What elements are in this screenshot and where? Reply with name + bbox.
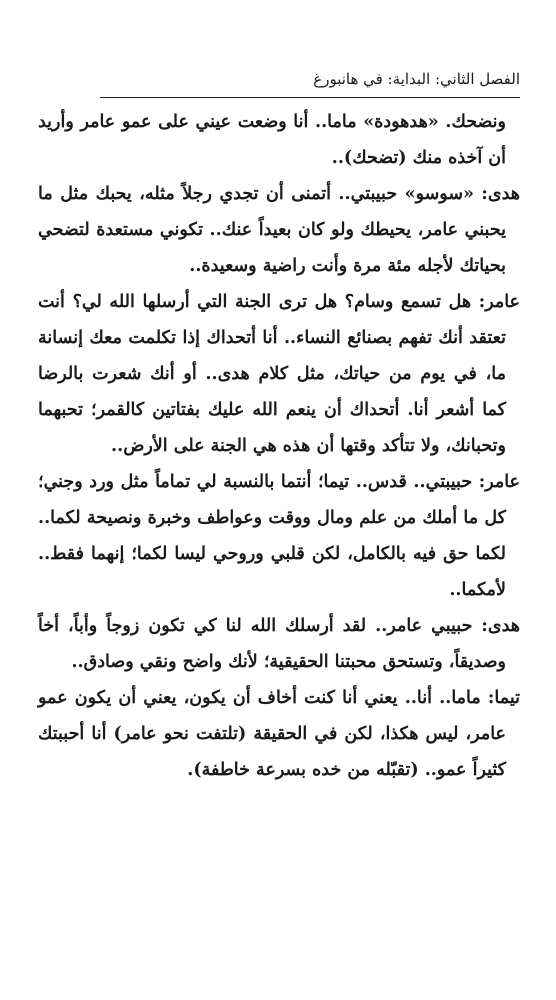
paragraph-dialogue-tima: تيما: ماما.. أنا.. يعني أنا كنت أخاف أن يكون، يعني أن يكون عمو عامر، ليس هكذا، لكن في الحقيقة (تلتفت نحو عامر) أنا أحببتك كثيراً عمو.. (تقبّله من خده بسرعة خاطفة). — [38, 688, 520, 780]
paragraph-dialogue-amer-1: عامر: هل تسمع وسام؟ هل ترى الجنة التي أرسلها الله لي؟ أنت تعتقد أنك تفهم بصنائع النساء.. أنا أتحداك إذا تكلمت معك إنسانة ما، في يوم من حياتك، مثل كلام هدى.. أو أنك شعرت بالرضا كما أشعر أنا. أتحداك أن ينعم الله عليك بفتاتين كالقمر؛ تحبهما وتحبانك، ولا تتأكد وقتها أن هذه هي الجنة على الأرض.. — [38, 292, 520, 456]
paragraph-dialogue-huda-1: هدى: «سوسو» حبيبتي.. أتمنى أن تجدي رجلاً مثله، يحبك مثل ما يحبني عامر، يحيطك ولو كان بعيداً عنك.. تكوني مستعدة لتضحي بحياتك لأجله مئة مرة وأنت راضية وسعيدة.. — [38, 184, 520, 276]
paragraph-continuation: ونضحك. «هدهودة» ماما.. أنا وضعت عيني على عمو عامر وأريد أن آخذه منك (تضحك).. — [38, 112, 506, 168]
paragraph-dialogue-huda-2: هدى: حبيبي عامر.. لقد أرسلك الله لنا كي تكون زوجاً وأباً، أخاً وصديقاً، وتستحق محبتنا الحقيقية؛ لأنك واضح ونقي وصادق.. — [38, 616, 520, 672]
body-text — [38, 104, 520, 788]
paragraph-dialogue-amer-2: عامر: حبيبتي.. قدس.. تيما؛ أنتما بالنسبة لي تماماً مثل ورد وجني؛ كل ما أملك من علم ومال ووقت وعواطف وخبرة ونصيحة لكما.. لكما حق فيه بالكامل، لكن قلبي وروحي ليسا لكما؛ إنهما فقط.. لأمكما.. — [38, 472, 520, 600]
running-header: الفصل الثاني: البداية: في هانبورغ — [313, 70, 520, 88]
header-rule — [100, 97, 520, 98]
